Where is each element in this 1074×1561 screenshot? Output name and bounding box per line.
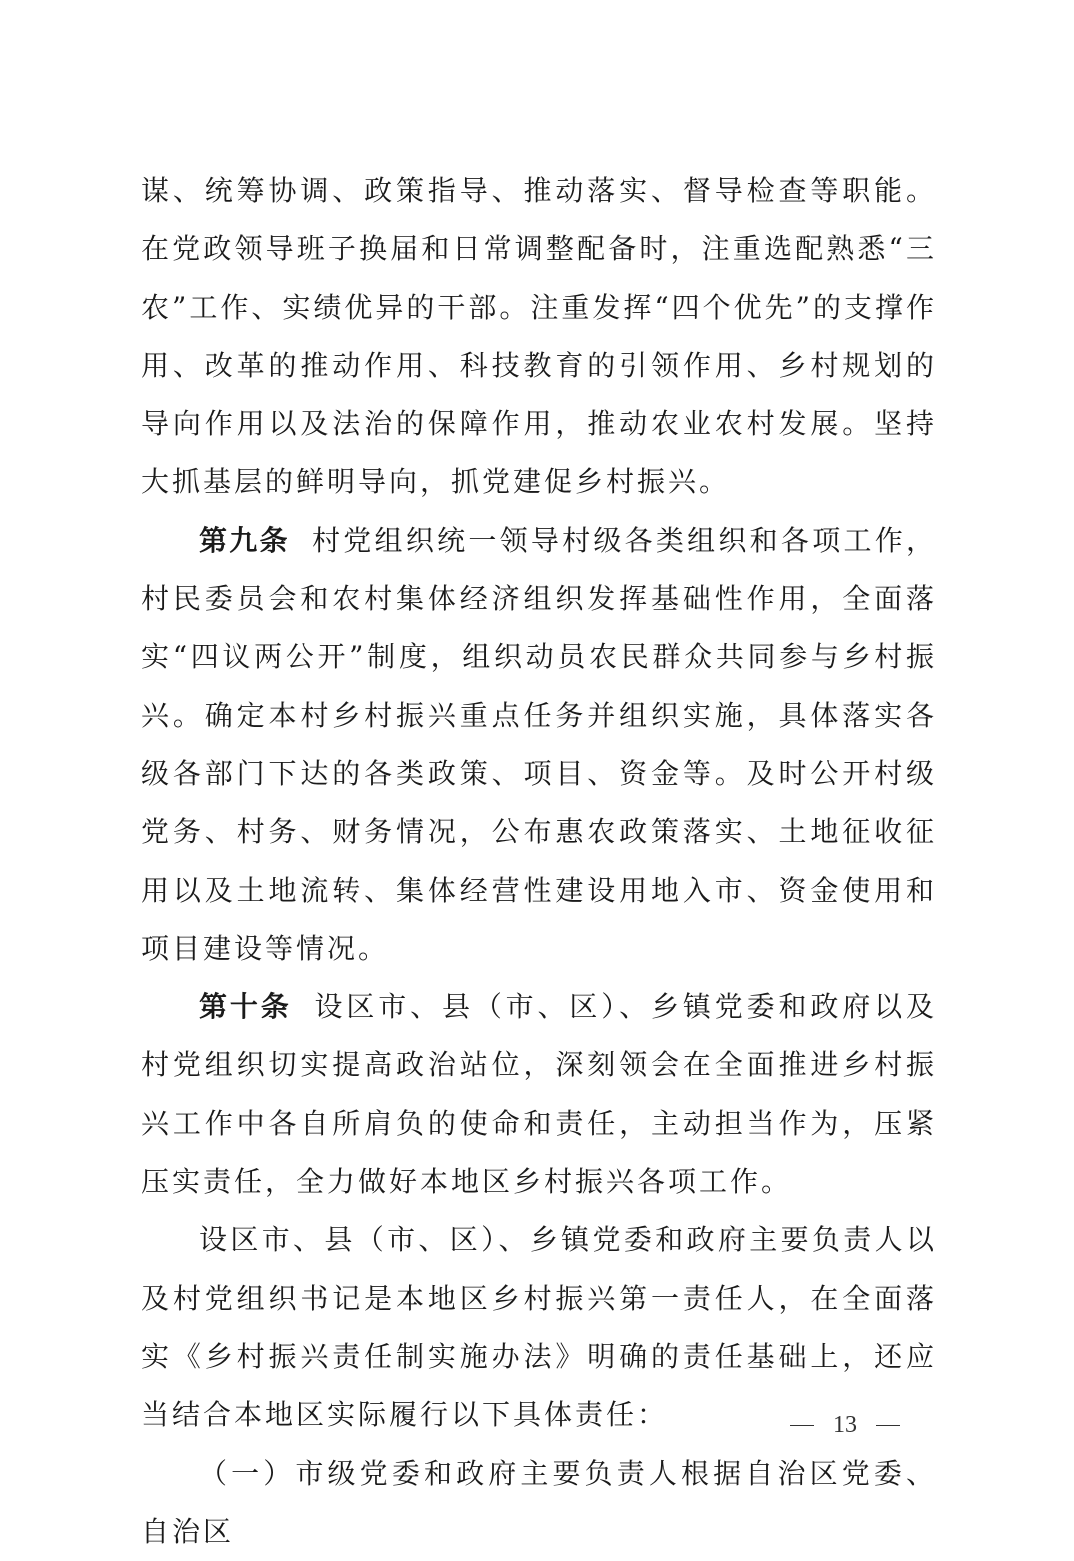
paragraph-4 — [141, 1211, 937, 1444]
article-10-text: 设区市、县（市、区）、乡镇党委和政府以及村党组织切实提高政治站位，深刻领会在全面推进乡村振兴工作中各自所肩负的使命和责任，主动担当作为，压紧压实责任，全力做好本地区乡村振兴各项工作。 — [141, 990, 937, 1199]
page-number-footer — [790, 1412, 900, 1439]
paragraph-5 — [141, 1445, 937, 1561]
left-dash — [790, 1425, 814, 1426]
body-text — [141, 162, 937, 1561]
paragraph-article-9 — [141, 512, 937, 978]
right-dash — [876, 1425, 900, 1426]
paragraph-4-text: 设区市、县（市、区）、乡镇党委和政府主要负责人以及村党组织书记是本地区乡村振兴第一责任人，在全面落实《乡村振兴责任制实施办法》明确的责任基础上，还应当结合本地区实际履行以下具体责任： — [141, 1223, 937, 1432]
paragraph-article-10 — [141, 978, 937, 1211]
paragraph-5-text: （一）市级党委和政府主要负责人根据自治区党委、自治区 — [141, 1456, 937, 1548]
paragraph-1 — [141, 162, 937, 512]
article-10-heading: 第十条 — [199, 990, 292, 1024]
paragraph-1-text: 谋、统筹协调、政策指导、推动落实、督导检查等职能。在党政领导班子换届和日常调整配备时，注重选配熟悉“三农”工作、实绩优异的干部。注重发挥“四个优先”的支撑作用、改革的推动作用、科技教育的引领作用、乡村规划的导向作用以及法治的保障作用，推动农业农村发展。坚持大抓基层的鲜明导向，抓党建促乡村振兴。 — [141, 174, 937, 499]
article-9-text: 村党组织统一领导村级各类组织和各项工作，村民委员会和农村集体经济组织发挥基础性作用，全面落实“四议两公开”制度，组织动员农民群众共同参与乡村振兴。确定本村乡村振兴重点任务并组织实施，具体落实各级各部门下达的各类政策、项目、资金等。及时公开村级党务、村务、财务情况，公布惠农政策落实、土地征收征用以及土地流转、集体经营性建设用地入市、资金使用和项目建设等情况。 — [141, 523, 937, 965]
article-9-heading: 第九条 — [199, 523, 290, 557]
page-number: 13 — [833, 1412, 857, 1438]
